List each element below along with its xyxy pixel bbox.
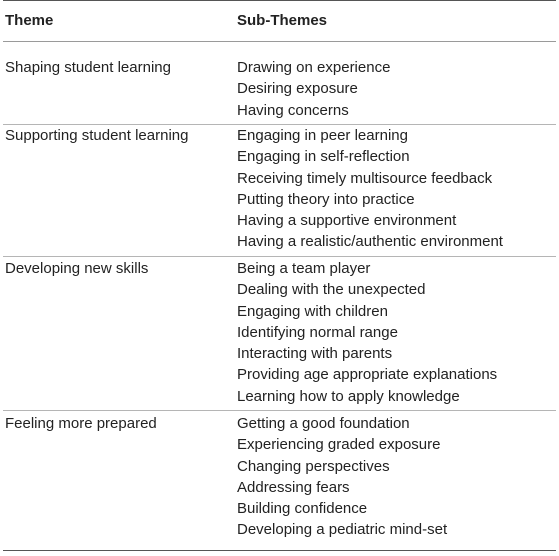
theme-cell: Feeling more prepared (5, 415, 157, 432)
sub-theme-item: Developing a pediatric mind-set (237, 521, 448, 539)
sub-theme-item: Interacting with parents (237, 345, 393, 363)
row-divider (3, 410, 556, 411)
sub-theme-item: Having a supportive environment (237, 212, 457, 230)
sub-theme-item: Building confidence (237, 500, 368, 518)
sub-theme-item: Being a team player (237, 260, 371, 277)
sub-theme-item: Drawing on experience (237, 59, 391, 76)
sub-theme-list (237, 57, 390, 121)
sub-theme-list (237, 413, 447, 541)
theme-cell: Supporting student learning (5, 127, 189, 144)
sub-theme-item: Having a realistic/authentic environment (237, 233, 503, 251)
sub-theme-item: Identifying normal range (237, 323, 398, 341)
sub-theme-item: Engaging in self-reflection (237, 148, 410, 166)
sub-theme-item: Engaging with children (237, 302, 388, 320)
sub-theme-list (237, 125, 503, 253)
sub-theme-item: Learning how to apply knowledge (237, 387, 460, 405)
sub-theme-item: Providing age appropriate explanations (237, 366, 498, 384)
sub-theme-item: Putting theory into practice (237, 190, 415, 208)
sub-theme-item: Engaging in peer learning (237, 127, 408, 144)
header-sub-themes: Sub-Themes (237, 12, 328, 29)
sub-theme-item: Receiving timely multisource feedback (237, 169, 493, 187)
sub-theme-item: Getting a good foundation (237, 415, 410, 432)
table-header-row (3, 1, 556, 39)
table-header-rule (3, 41, 556, 42)
theme-cell: Shaping student learning (5, 59, 171, 76)
sub-theme-item: Changing perspectives (237, 457, 390, 475)
sub-theme-list (237, 258, 497, 407)
row-divider (3, 256, 556, 257)
sub-theme-item: Desiring exposure (237, 80, 358, 98)
sub-theme-item: Experiencing graded exposure (237, 436, 441, 454)
sub-theme-item: Addressing fears (237, 478, 350, 496)
table-bottom-rule (3, 550, 556, 551)
theme-cell: Developing new skills (5, 260, 149, 277)
sub-theme-item: Having concerns (237, 101, 349, 119)
sub-theme-item: Dealing with the unexpected (237, 281, 426, 299)
header-theme: Theme (5, 12, 54, 29)
